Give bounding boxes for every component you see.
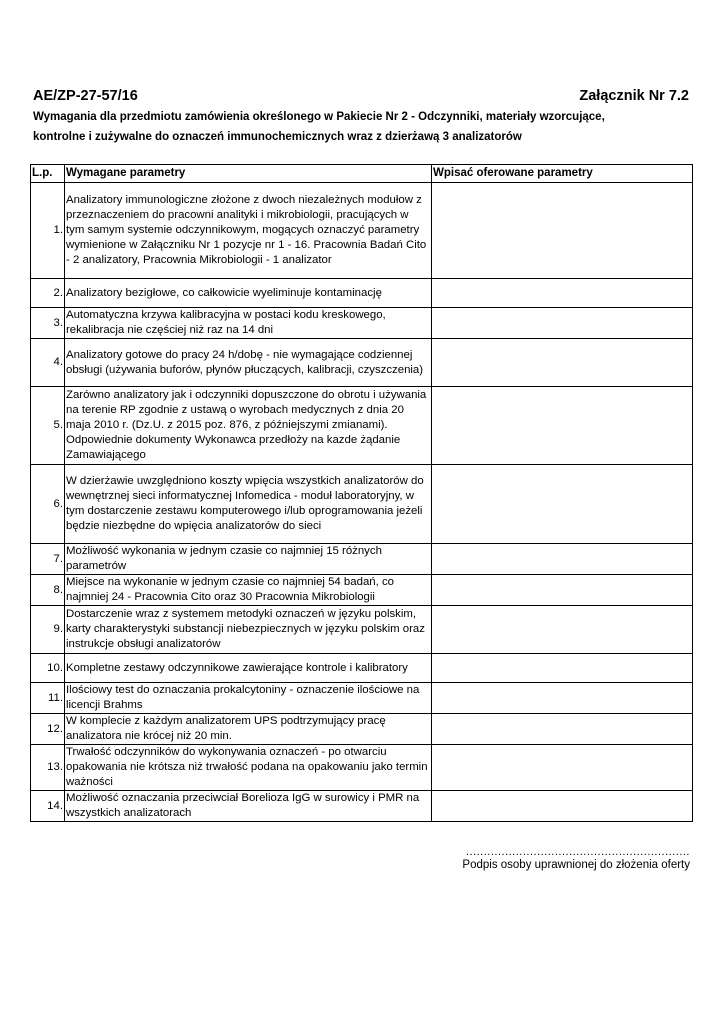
requirement-text: Możliwość oznaczania przeciwciał Borelioza IgG w surowicy i PMR na wszystkich analizatorach (65, 791, 432, 822)
requirement-text: Analizatory immunologiczne złożone z dwoch niezależnych modułow z przeznaczeniem do pracowni analityki i mikrobiologii, pracujących w tym samym systemie odczynnikowym, mogących oznaczyć parametry wymienione w Załączniku Nr 1 pozycje nr 1 - 16. Pracownia Badań Cito - 2 analizatory, Pracownia Mikrobiologii - 1 analizator (65, 183, 432, 279)
row-number: 3. (31, 308, 65, 339)
table-row (31, 183, 693, 279)
requirement-text: Analizatory bezigłowe, co całkowicie wyeliminuje kontaminację (65, 279, 432, 308)
offered-parameters-cell[interactable] (432, 308, 693, 339)
document-title-line-1: Wymagania dla przedmiotu zamówienia określonego w Pakiecie Nr 2 - Odczynniki, materiały wzorcujące, (33, 111, 605, 123)
table-row (31, 387, 693, 465)
offered-parameters-cell[interactable] (432, 544, 693, 575)
table-row (31, 745, 693, 791)
document-reference: AE/ZP-27-57/16 (33, 88, 138, 104)
offered-parameters-cell[interactable] (432, 606, 693, 654)
table-row (31, 465, 693, 544)
row-number: 11. (31, 683, 65, 714)
requirement-text: Miejsce na wykonanie w jednym czasie co najmniej 54 badań, co najmniej 24 - Pracownia Cito oraz 30 Pracownia Mikrobiologii (65, 575, 432, 606)
row-number: 9. (31, 606, 65, 654)
column-header-offered: Wpisać oferowane parametry (432, 165, 693, 183)
offered-parameters-cell[interactable] (432, 791, 693, 822)
row-number: 10. (31, 654, 65, 683)
table-row (31, 575, 693, 606)
row-number: 13. (31, 745, 65, 791)
row-number: 14. (31, 791, 65, 822)
requirement-text: W komplecie z każdym analizatorem UPS podtrzymujący pracę analizatora nie krócej niż 20 min. (65, 714, 432, 745)
requirement-text: Możliwość wykonania w jednym czasie co najmniej 15 różnych parametrów (65, 544, 432, 575)
table-row (31, 791, 693, 822)
column-header-required: Wymagane parametry (65, 165, 432, 183)
table-row (31, 544, 693, 575)
offered-parameters-cell[interactable] (432, 339, 693, 387)
offered-parameters-cell[interactable] (432, 387, 693, 465)
table-row (31, 279, 693, 308)
table-row (31, 339, 693, 387)
requirement-text: Trwałość odczynników do wykonywania oznaczeń - po otwarciu opakowania nie krótsza niż trwałość podana na opakowaniu jako termin ważności (65, 745, 432, 791)
table-row (31, 683, 693, 714)
requirement-text: Automatyczna krzywa kalibracyjna w postaci kodu kreskowego, rekalibracja nie częściej niż raz na 14 dni (65, 308, 432, 339)
row-number: 4. (31, 339, 65, 387)
offered-parameters-cell[interactable] (432, 745, 693, 791)
requirement-text: W dzierżawie uwzględniono koszty wpięcia wszystkich analizatorów do wewnętrznej sieci informatycznej Infomedica - moduł laboratoryjny, w tym dostarczenie zestawu komputerowego i/lub oprogramowania jeżeli będzie niezbędne do wpięcia analizatorów do sieci (65, 465, 432, 544)
row-number: 8. (31, 575, 65, 606)
signature-line: ............................................................... (465, 846, 690, 858)
offered-parameters-cell[interactable] (432, 575, 693, 606)
requirements-table (30, 164, 693, 822)
annex-number: Załącznik Nr 7.2 (579, 88, 689, 104)
requirement-text: Ilościowy test do oznaczania prokalcytoniny - oznaczenie ilościowe na licencji Brahms (65, 683, 432, 714)
row-number: 6. (31, 465, 65, 544)
table-row (31, 606, 693, 654)
row-number: 12. (31, 714, 65, 745)
table-header-row (31, 165, 693, 183)
column-header-lp: L.p. (31, 165, 65, 183)
document-title-line-2: kontrolne i zużywalne do oznaczeń immunochemicznych wraz z dzierżawą 3 analizatorów (33, 131, 522, 143)
row-number: 1. (31, 183, 65, 279)
offered-parameters-cell[interactable] (432, 183, 693, 279)
table-row (31, 308, 693, 339)
requirement-text: Dostarczenie wraz z systemem metodyki oznaczeń w języku polskim, karty charakterystyki substancji niebezpiecznych w języku polskim oraz instrukcje obsługi analizatorów (65, 606, 432, 654)
table-row (31, 654, 693, 683)
offered-parameters-cell[interactable] (432, 714, 693, 745)
requirement-text: Analizatory gotowe do pracy 24 h/dobę - nie wymagające codziennej obsługi (używania buforów, płynów płuczących, kalibracji, czyszczenia) (65, 339, 432, 387)
offered-parameters-cell[interactable] (432, 683, 693, 714)
offered-parameters-cell[interactable] (432, 279, 693, 308)
requirement-text: Kompletne zestawy odczynnikowe zawierające kontrole i kalibratory (65, 654, 432, 683)
offered-parameters-cell[interactable] (432, 465, 693, 544)
table-row (31, 714, 693, 745)
requirement-text: Zarówno analizatory jak i odczynniki dopuszczone do obrotu i używania na terenie RP zgodnie z ustawą o wyrobach medycznych z dnia 20 maja 2010 r. (Dz.U. z 2015 poz. 876, z późniejszymi zmianami). Odpowiednie dokumenty Wykonawca przedłoży na kazde żądanie Zamawiającego (65, 387, 432, 465)
row-number: 5. (31, 387, 65, 465)
row-number: 2. (31, 279, 65, 308)
offered-parameters-cell[interactable] (432, 654, 693, 683)
signature-label: Podpis osoby uprawnionej do złożenia oferty (462, 859, 690, 871)
row-number: 7. (31, 544, 65, 575)
